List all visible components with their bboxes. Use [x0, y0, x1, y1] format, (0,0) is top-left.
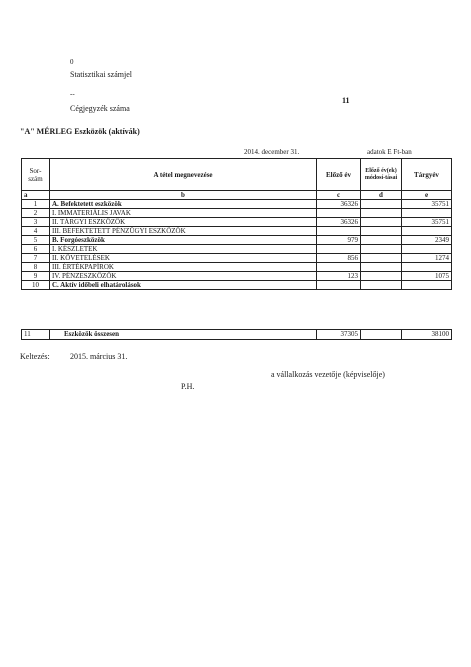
row-label: I. KÉSZLETEK: [50, 245, 317, 254]
letter-c: c: [317, 191, 361, 200]
row-number: 1: [22, 200, 50, 209]
table-row: [22, 272, 452, 281]
table-row: [22, 227, 452, 236]
table-row: [22, 218, 452, 227]
row-modification: [361, 227, 402, 236]
row-label: C. Aktív időbeli elhatárolások: [50, 281, 317, 290]
balance-table: [21, 158, 452, 290]
report-unit: adatok E Ft-ban: [367, 148, 412, 156]
total-prev: 37305: [317, 330, 361, 340]
row-current-year: [402, 281, 452, 290]
row-modification: [361, 245, 402, 254]
row-number: 6: [22, 245, 50, 254]
row-number: 10: [22, 281, 50, 290]
row-modification: [361, 236, 402, 245]
report-title: "A" MÉRLEG Eszközök (aktívák): [20, 127, 140, 136]
kelt-date: 2015. március 31.: [70, 352, 128, 361]
row-prev-year: [317, 263, 361, 272]
table-row: [22, 209, 452, 218]
total-table: [21, 329, 452, 340]
header-sorszam: Sor-szám: [22, 159, 50, 191]
stat-label: Statisztikai számjel: [70, 70, 132, 79]
row-prev-year: 979: [317, 236, 361, 245]
row-prev-year: [317, 227, 361, 236]
letter-row: [22, 191, 452, 200]
row-modification: [361, 263, 402, 272]
reg-label: Cégjegyzék száma: [70, 104, 130, 113]
row-number: 7: [22, 254, 50, 263]
row-current-year: [402, 263, 452, 272]
row-current-year: [402, 245, 452, 254]
row-number: 5: [22, 236, 50, 245]
row-label: IV. PÉNZESZKÖZÖK: [50, 272, 317, 281]
total-row: [22, 330, 452, 340]
header-tetel: A tétel megnevezése: [50, 159, 317, 191]
row-number: 8: [22, 263, 50, 272]
row-label: I. IMMATERIÁLIS JAVAK: [50, 209, 317, 218]
page-number: 11: [342, 96, 350, 105]
row-modification: [361, 209, 402, 218]
letter-b: b: [50, 191, 317, 200]
letter-e: e: [402, 191, 452, 200]
row-current-year: 35751: [402, 200, 452, 209]
row-modification: [361, 200, 402, 209]
row-label: A. Befektetett eszközök: [50, 200, 317, 209]
row-modification: [361, 272, 402, 281]
row-label: II. KÖVETELÉSEK: [50, 254, 317, 263]
total-label: Eszközök összesen: [50, 330, 317, 340]
letter-a: a: [22, 191, 50, 200]
total-curr: 38100: [402, 330, 452, 340]
row-current-year: [402, 209, 452, 218]
row-current-year: [402, 227, 452, 236]
row-number: 9: [22, 272, 50, 281]
row-label: III. BEFEKTETETT PÉNZÜGYI ESZKÖZÖK: [50, 227, 317, 236]
row-current-year: 1274: [402, 254, 452, 263]
signature-label: a vállalkozás vezetője (képviselője): [271, 370, 385, 379]
table-row: [22, 200, 452, 209]
row-modification: [361, 281, 402, 290]
ph-label: P.H.: [181, 382, 195, 391]
row-prev-year: 123: [317, 272, 361, 281]
reg-number: --: [70, 90, 75, 98]
row-prev-year: [317, 281, 361, 290]
row-label: III. ÉRTÉKPAPÍROK: [50, 263, 317, 272]
table-row: [22, 245, 452, 254]
table-row: [22, 236, 452, 245]
row-modification: [361, 218, 402, 227]
table-row: [22, 254, 452, 263]
row-prev-year: [317, 209, 361, 218]
row-label: II. TÁRGYI ESZKÖZÖK: [50, 218, 317, 227]
header-modositasai: Előző év(ek) módosí-tásai: [361, 159, 402, 191]
row-number: 2: [22, 209, 50, 218]
total-mod: [361, 330, 402, 340]
row-current-year: 2349: [402, 236, 452, 245]
row-label: B. Forgóeszközök: [50, 236, 317, 245]
table-row: [22, 263, 452, 272]
row-modification: [361, 254, 402, 263]
header-elozo: Előző év: [317, 159, 361, 191]
row-prev-year: 856: [317, 254, 361, 263]
table-header-row: [22, 159, 452, 191]
total-no: 11: [22, 330, 50, 340]
kelt-label: Keltezés:: [20, 352, 50, 361]
row-prev-year: 36326: [317, 200, 361, 209]
row-current-year: 1075: [402, 272, 452, 281]
row-prev-year: 36326: [317, 218, 361, 227]
stat-number: 0: [70, 58, 74, 66]
table-row: [22, 281, 452, 290]
row-number: 4: [22, 227, 50, 236]
letter-d: d: [361, 191, 402, 200]
header-targyev: Tárgyév: [402, 159, 452, 191]
report-date: 2014. december 31.: [244, 148, 300, 156]
row-number: 3: [22, 218, 50, 227]
row-current-year: 35751: [402, 218, 452, 227]
row-prev-year: [317, 245, 361, 254]
